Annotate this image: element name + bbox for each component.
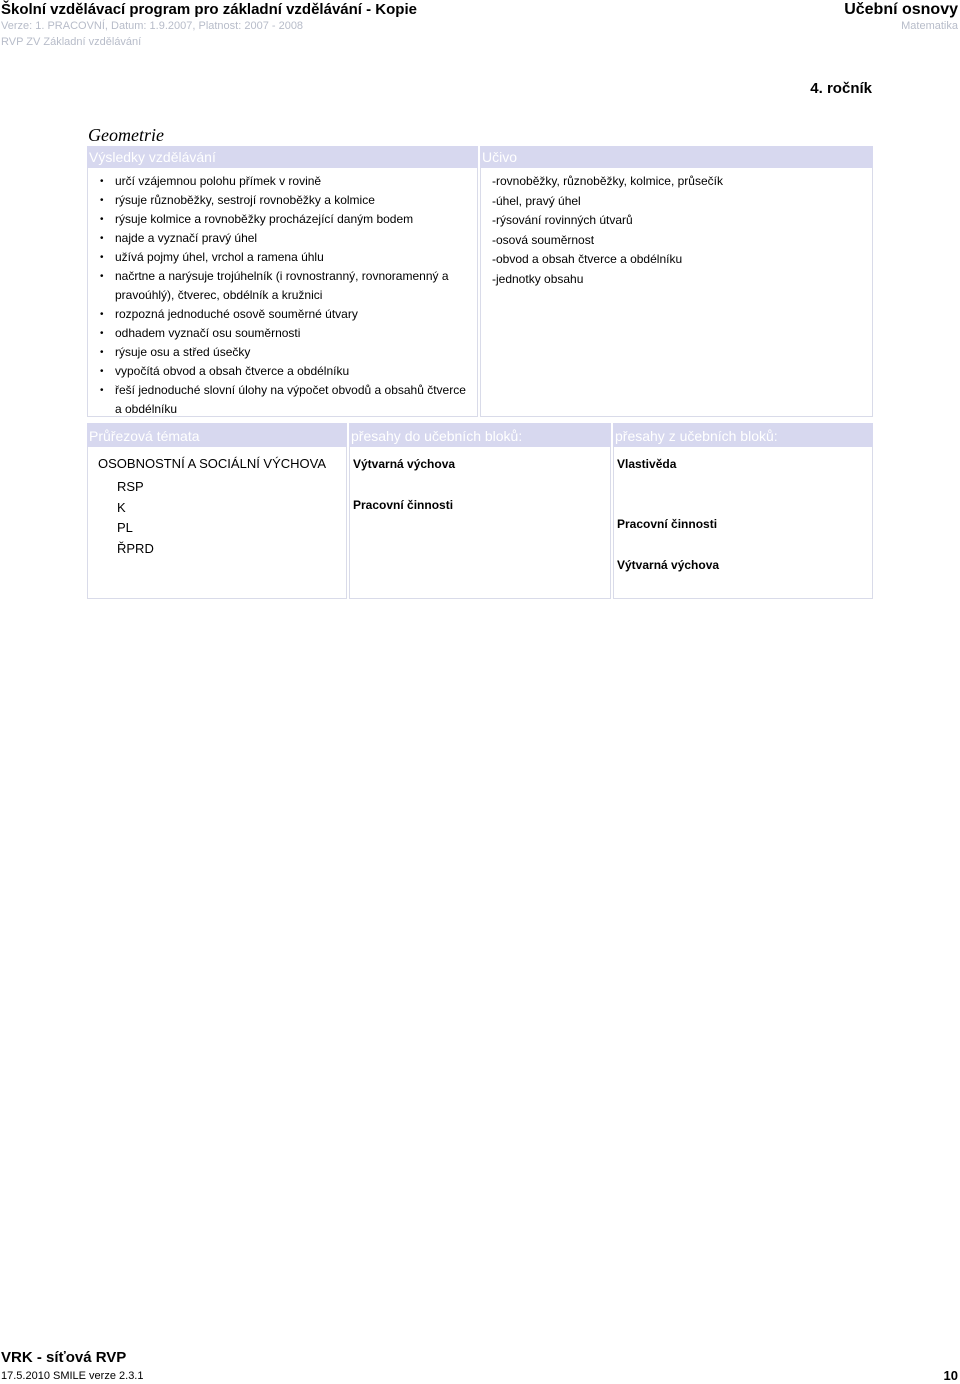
list-item: RSP [117,479,144,494]
list-item: -rýsování rovinných útvarů [492,213,633,227]
overlap-from-item: Výtvarná výchova [617,558,720,572]
doc-type: Učební osnovy [844,1,958,18]
outcomes-list [100,172,474,419]
version-info: Verze: 1. PRACOVNÍ, Datum: 1.9.2007, Platnost: 2007 - 2008 [1,20,304,32]
list-item: -osová souměrnost [492,232,595,247]
list-item: • odhadem vyznačí osu souměrnosti [100,324,474,343]
footer-title: VRK - síťová RVP [1,1349,127,1366]
list-item: ŘPRD [117,541,154,557]
content-header: Učivo [480,146,873,168]
list-item: • načrtne a narýsuje trojúhelník (i rovnostranný, rovnoramenný a pravoúhlý), čtverec, obdélník a kružnici [100,267,474,305]
list-item: • vypočítá obvod a obsah čtverce a obdélníku [100,362,474,381]
list-item: • najde a vyznačí pravý úhel [100,229,474,248]
overlap-from-item: Vlastivěda [617,457,677,471]
content-list [492,172,723,289]
grade-label: 4. ročník [810,80,872,97]
subject-label: Matematika [901,20,958,32]
cross-topics-header: Průřezová témata [87,423,347,447]
list-item: • rýsuje různoběžky, sestrojí rovnoběžky a kolmice [100,191,474,210]
list-item: • rýsuje kolmice a rovnoběžky procházející daným bodem [100,210,474,229]
list-item: -rovnoběžky, různoběžky, kolmice, průsečík [492,174,723,188]
overlap-from-item: Pracovní činnosti [617,517,718,531]
list-item: PL [117,520,133,536]
rvp-label: RVP ZV Základní vzdělávání [1,36,142,48]
overlap-from-box [613,423,873,599]
list-item: K [117,499,126,515]
list-item: • řeší jednoduché slovní úlohy na výpočet obvodů a obsahů čtverce a obdélníku [100,381,474,419]
overlap-to-item: Výtvarná výchova [353,457,456,471]
cross-topic-title: OSOBNOSTNÍ A SOCIÁLNÍ VÝCHOVA [98,456,327,471]
outcomes-header: Výsledky vzdělávání [87,146,478,168]
list-item: • určí vzájemnou polohu přímek v rovině [100,172,474,191]
list-item: -jednotky obsahu [492,271,584,286]
list-item: -obvod a obsah čtverce a obdélníku [492,252,683,266]
list-item: • užívá pojmy úhel, vrchol a ramena úhlu [100,248,474,267]
cross-topic-list [117,477,154,560]
section-title: Geometrie [88,125,164,145]
list-item: -úhel, pravý úhel [492,193,581,208]
footer-version: 17.5.2010 SMILE verze 2.3.1 [1,1370,144,1382]
list-item: • rýsuje osu a střed úsečky [100,343,474,362]
list-item: • rozpozná jednoduché osově souměrné útvary [100,305,474,324]
overlap-to-item: Pracovní činnosti [353,498,454,512]
document-title: Školní vzdělávací program pro základní vzdělávání - Kopie [1,1,417,18]
page-number: 10 [943,1368,958,1383]
overlap-to-header: přesahy do učebních bloků: [349,423,611,447]
overlap-from-header: přesahy z učebních bloků: [613,423,873,447]
